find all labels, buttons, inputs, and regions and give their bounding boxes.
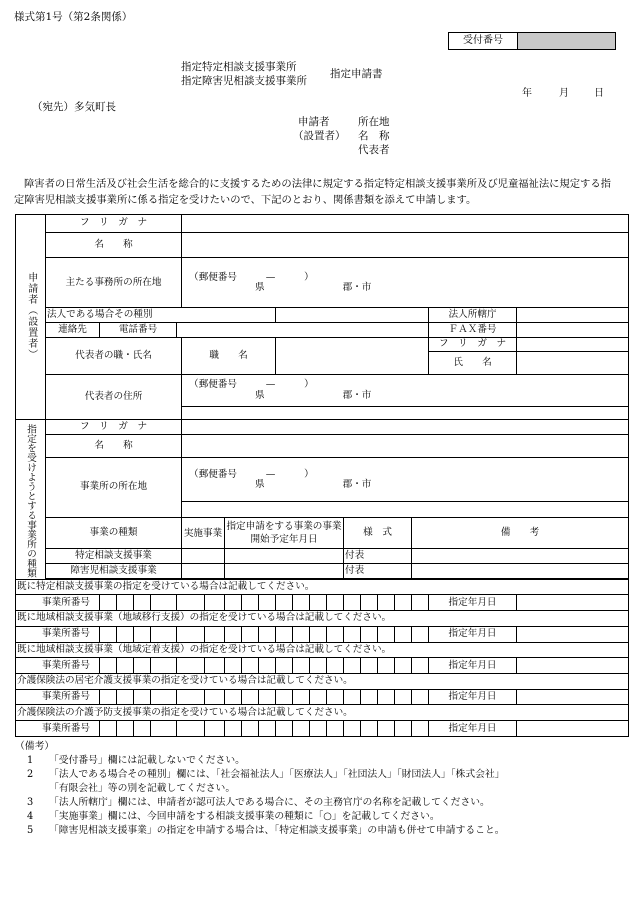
prev5-heading: 介護保険法の介護予防支援事業の指定を受けている場合は記載してください。 — [16, 705, 629, 721]
specific-support-label: 特定相談支援事業 — [46, 549, 182, 564]
office-number-label: 事業所番号 — [16, 595, 100, 611]
office-number-label: 事業所番号 — [16, 721, 100, 737]
pref3-text: 県 — [255, 478, 265, 490]
office-address-label: 事業所の所在地 — [46, 458, 182, 518]
furigana3-value — [182, 420, 629, 435]
position-label: 職 名 — [182, 337, 276, 375]
note-text: 「法人である場合その種別」欄には、「社会福祉法人」「医療法人」「社団法人」「財団法人」「株式会社」 — [49, 769, 505, 780]
full-name-value — [517, 352, 629, 375]
date-day: 日 — [594, 88, 604, 99]
note-text: 「受付番号」欄には記載しないでください。 — [49, 755, 245, 766]
rep-address-value — [182, 375, 629, 406]
position-value — [276, 337, 429, 375]
specific-support-remarks — [412, 549, 629, 564]
office-number-label: 事業所番号 — [16, 658, 100, 674]
specific-support-start — [225, 549, 344, 564]
applicant-section-text: 申請者（設置者） — [25, 271, 37, 360]
specific-support-appendix: 付表 — [344, 549, 412, 564]
applicant-label1: 申請者 — [298, 116, 330, 128]
note-item — [15, 754, 625, 768]
office-section-text: 指定を受けようとする事業所の種類 — [25, 424, 36, 578]
note-item — [15, 824, 625, 838]
designation-date-label: 指定年月日 — [429, 626, 517, 642]
date-month: 月 — [559, 88, 569, 99]
designation-date-label: 指定年月日 — [429, 689, 517, 705]
pref-city3-line — [183, 480, 627, 490]
furigana2-value — [517, 337, 629, 352]
notes — [15, 740, 625, 838]
prev3-row — [16, 658, 629, 674]
receipt-number-label: 受付番号 — [449, 33, 518, 49]
prev5-row — [16, 721, 629, 737]
prev2-row — [16, 626, 629, 642]
applicant-name: 名 称 — [358, 130, 390, 142]
child-support-appendix: 付表 — [344, 563, 412, 578]
title-business-line2: 指定障害児相談支援事業所 — [181, 75, 307, 87]
furigana-value — [182, 215, 629, 233]
main-office-address-value — [182, 257, 629, 307]
city-text: 郡・市 — [342, 281, 372, 293]
note-num: 1 — [27, 755, 34, 766]
notes-heading: （備考） — [15, 741, 55, 752]
authority-value — [517, 308, 629, 323]
note-num: 4 — [27, 811, 34, 822]
name2-value — [182, 435, 629, 458]
child-support-start — [225, 563, 344, 578]
city2-text: 郡・市 — [342, 389, 372, 401]
designation-date-label: 指定年月日 — [429, 721, 517, 737]
pref2-text: 県 — [255, 389, 265, 401]
note-item — [15, 782, 625, 796]
phone-value — [177, 322, 429, 337]
note-num: 5 — [27, 825, 34, 836]
prev1-heading: 既に特定相談支援事業の指定を受けている場合は記載してください。 — [16, 579, 629, 595]
service-type-label: 事業の種類 — [46, 517, 182, 548]
specific-support-implement — [182, 549, 225, 564]
rep-address-label: 代表者の住所 — [46, 375, 182, 420]
office-number-label: 事業所番号 — [16, 626, 100, 642]
application-table — [15, 214, 629, 737]
child-support-label: 障害児相談支援事業 — [46, 563, 182, 578]
pref-city-line — [183, 283, 627, 293]
receipt-number-field — [518, 33, 615, 49]
note-text: 「実施事業」欄には、今回申請をする相談支援事業の種類に「○」を記載してください。 — [49, 811, 440, 822]
main-office-address-label: 主たる事務所の所在地 — [46, 257, 182, 307]
city3-text: 郡・市 — [342, 478, 372, 490]
postal2-line: （郵便番号 — ） — [189, 379, 314, 391]
prev2-heading: 既に地域相談支援事業（地域移行支援）の指定を受けている場合は記載してください。 — [16, 611, 629, 627]
child-support-remarks — [412, 563, 629, 578]
prev4-row — [16, 689, 629, 705]
designation-date-label: 指定年月日 — [429, 658, 517, 674]
rep-title-name-label: 代表者の職・氏名 — [46, 337, 182, 375]
title-application: 指定申請書 — [330, 68, 383, 80]
note-item — [15, 810, 625, 824]
name2-label: 名 称 — [46, 435, 182, 458]
note-num: 3 — [27, 797, 34, 808]
applicant-label2: （設置者） — [293, 130, 346, 142]
note-text: 「法人所轄庁」欄には、申請者が認可法人である場合に、その主務官庁の名称を記載してください。 — [49, 797, 490, 808]
office-address-value — [182, 458, 629, 502]
pref-text: 県 — [255, 281, 265, 293]
pref-city2-line — [183, 391, 627, 401]
furigana-label: フ リ ガ ナ — [46, 215, 182, 233]
child-support-implement — [182, 563, 225, 578]
furigana3-label: フ リ ガ ナ — [46, 420, 182, 435]
corp-type-label: 法人である場合その種別 — [46, 308, 276, 323]
title-business-line1: 指定特定相談支援事業所 — [181, 61, 297, 73]
name-value — [182, 232, 629, 257]
intro-paragraph: 障害者の日常生活及び社会生活を総合的に支援するための法律に規定する指定特定相談支援事業所及び児童福祉法に規定する指定障害児相談支援事業所に係る指定を受けたいので、下記のとおり、関係書類を添えて申請します。 — [14, 178, 611, 206]
applicant-representative: 代表者 — [358, 144, 390, 156]
designation-date-label: 指定年月日 — [429, 595, 517, 611]
contact-label: 連絡先 — [46, 322, 100, 337]
note-item — [15, 768, 625, 782]
implement-label: 実施事業 — [182, 517, 225, 548]
prev3-heading: 既に地域相談支援事業（地域定着支援）の指定を受けている場合は記載してください。 — [16, 642, 629, 658]
postal-line: （郵便番号 — ） — [189, 271, 314, 283]
full-name-label: 氏 名 — [429, 352, 517, 375]
applicant-section-header — [16, 215, 46, 420]
authority-label: 法人所轄庁 — [429, 308, 517, 323]
addressee: （宛先）多気町長 — [32, 101, 116, 113]
form-number: 様式第1号（第2条関係） — [14, 11, 133, 23]
start-date-label: 指定申請をする事業の事業開始予定年月日 — [225, 517, 344, 548]
name-label: 名 称 — [46, 232, 182, 257]
office-number-label: 事業所番号 — [16, 689, 100, 705]
date-year: 年 — [522, 88, 532, 99]
fax-label: ＦＡＸ番号 — [429, 322, 517, 337]
office-section-header — [16, 420, 46, 579]
office-address-extra — [182, 502, 629, 518]
fax-value — [517, 322, 629, 337]
note-text: 「障害児相談支援事業」の指定を申請する場合は、「特定相談支援事業」の申請も併せて申請すること。 — [49, 825, 505, 836]
furigana2-label: フ リ ガ ナ — [429, 337, 517, 352]
rep-address-extra — [182, 406, 629, 420]
postal3-line: （郵便番号 — ） — [189, 468, 314, 480]
form-label: 様 式 — [344, 517, 412, 548]
prev4-heading: 介護保険法の居宅介護支援事業の指定を受けている場合は記載してください。 — [16, 674, 629, 690]
corp-type-value — [276, 308, 429, 323]
phone-label: 電話番号 — [100, 322, 177, 337]
note-item — [15, 796, 625, 810]
receipt-number-box — [448, 32, 616, 50]
note-text: 「有限会社」等の別を記載してください。 — [49, 783, 236, 794]
note-num: 2 — [27, 769, 34, 780]
remarks-label: 備 考 — [412, 517, 629, 548]
applicant-location: 所在地 — [358, 116, 390, 128]
prev1-row — [16, 595, 629, 611]
